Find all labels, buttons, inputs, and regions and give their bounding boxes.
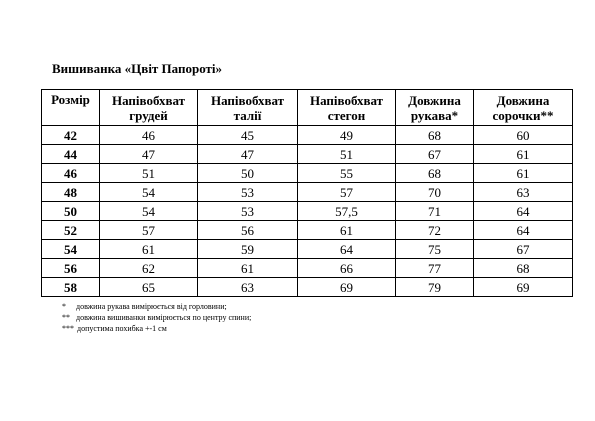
hips-cell: 64 xyxy=(298,240,396,259)
footnote-tolerance xyxy=(62,323,251,334)
footnote-shirt-length xyxy=(62,312,251,323)
sleeve-cell: 68 xyxy=(396,126,474,145)
size-cell: 42 xyxy=(42,126,100,145)
footnotes xyxy=(62,301,251,334)
hips-cell: 55 xyxy=(298,164,396,183)
waist-cell: 61 xyxy=(198,259,298,278)
size-chart-table xyxy=(41,89,573,297)
footnote-sleeve xyxy=(62,301,251,312)
table-row xyxy=(42,145,573,164)
header-waist-line1: Напівобхват xyxy=(210,92,285,108)
sleeve-cell: 72 xyxy=(396,221,474,240)
size-cell: 56 xyxy=(42,259,100,278)
table-row xyxy=(42,278,573,297)
header-shirt-line2: сорочки** xyxy=(492,107,554,123)
hips-cell: 51 xyxy=(298,145,396,164)
header-sleeve-line1: Довжина xyxy=(408,92,461,108)
hips-cell: 57 xyxy=(298,183,396,202)
size-cell: 48 xyxy=(42,183,100,202)
shirt-length-cell: 60 xyxy=(474,126,573,145)
chest-cell: 46 xyxy=(100,126,198,145)
waist-cell: 50 xyxy=(198,164,298,183)
hips-cell: 61 xyxy=(298,221,396,240)
shirt-length-cell: 61 xyxy=(474,145,573,164)
table-header-row xyxy=(42,90,573,126)
waist-cell: 63 xyxy=(198,278,298,297)
size-cell: 44 xyxy=(42,145,100,164)
footnote-text: допустима похибка +-1 см xyxy=(77,324,167,333)
header-size xyxy=(42,90,100,126)
shirt-length-cell: 69 xyxy=(474,278,573,297)
header-chest-line1: Напівобхват xyxy=(111,92,186,108)
size-cell: 52 xyxy=(42,221,100,240)
document-title: Вишиванка «Цвіт Папороті» xyxy=(52,61,223,76)
waist-cell: 45 xyxy=(198,126,298,145)
shirt-length-cell: 68 xyxy=(474,259,573,278)
size-cell: 54 xyxy=(42,240,100,259)
waist-cell: 59 xyxy=(198,240,298,259)
table-row xyxy=(42,164,573,183)
hips-cell: 66 xyxy=(298,259,396,278)
footnote-text: довжина вишиванки вимірюється по центру спини; xyxy=(76,313,252,322)
table-row xyxy=(42,183,573,202)
header-hips xyxy=(298,90,396,126)
shirt-length-cell: 64 xyxy=(474,202,573,221)
header-chest-line2: грудей xyxy=(129,107,168,123)
header-waist xyxy=(198,90,298,126)
table-row xyxy=(42,240,573,259)
sleeve-cell: 79 xyxy=(396,278,474,297)
header-shirt-length xyxy=(474,90,573,126)
table-row xyxy=(42,202,573,221)
shirt-length-cell: 67 xyxy=(474,240,573,259)
footnote-mark: * xyxy=(62,302,66,311)
sleeve-cell: 70 xyxy=(396,183,474,202)
footnote-mark: *** xyxy=(62,324,74,333)
header-hips-line1: Напівобхват xyxy=(309,92,384,108)
header-hips-line2: стегон xyxy=(327,107,366,123)
chest-cell: 51 xyxy=(100,164,198,183)
sleeve-cell: 77 xyxy=(396,259,474,278)
header-shirt-line1: Довжина xyxy=(496,92,550,108)
chest-cell: 47 xyxy=(100,145,198,164)
header-sleeve-length xyxy=(396,90,474,126)
shirt-length-cell: 64 xyxy=(474,221,573,240)
size-cell: 58 xyxy=(42,278,100,297)
table-row xyxy=(42,259,573,278)
chest-cell: 65 xyxy=(100,278,198,297)
hips-cell: 69 xyxy=(298,278,396,297)
waist-cell: 56 xyxy=(198,221,298,240)
sleeve-cell: 75 xyxy=(396,240,474,259)
header-chest xyxy=(100,90,198,126)
chest-cell: 54 xyxy=(100,183,198,202)
header-sleeve-line2: рукава* xyxy=(410,107,459,123)
table-row xyxy=(42,126,573,145)
header-waist-line2: талії xyxy=(233,107,262,123)
hips-cell: 49 xyxy=(298,126,396,145)
footnote-mark: ** xyxy=(62,313,70,322)
sleeve-cell: 67 xyxy=(396,145,474,164)
table-row xyxy=(42,221,573,240)
waist-cell: 53 xyxy=(198,202,298,221)
shirt-length-cell: 61 xyxy=(474,164,573,183)
chest-cell: 54 xyxy=(100,202,198,221)
waist-cell: 53 xyxy=(198,183,298,202)
footnote-text: довжина рукава вимірюється від горловини; xyxy=(76,302,227,311)
size-cell: 46 xyxy=(42,164,100,183)
hips-cell: 57,5 xyxy=(298,202,396,221)
waist-cell: 47 xyxy=(198,145,298,164)
header-size-label: Розмір xyxy=(51,92,90,107)
chest-cell: 62 xyxy=(100,259,198,278)
chest-cell: 57 xyxy=(100,221,198,240)
chest-cell: 61 xyxy=(100,240,198,259)
shirt-length-cell: 63 xyxy=(474,183,573,202)
size-cell: 50 xyxy=(42,202,100,221)
sleeve-cell: 71 xyxy=(396,202,474,221)
sleeve-cell: 68 xyxy=(396,164,474,183)
